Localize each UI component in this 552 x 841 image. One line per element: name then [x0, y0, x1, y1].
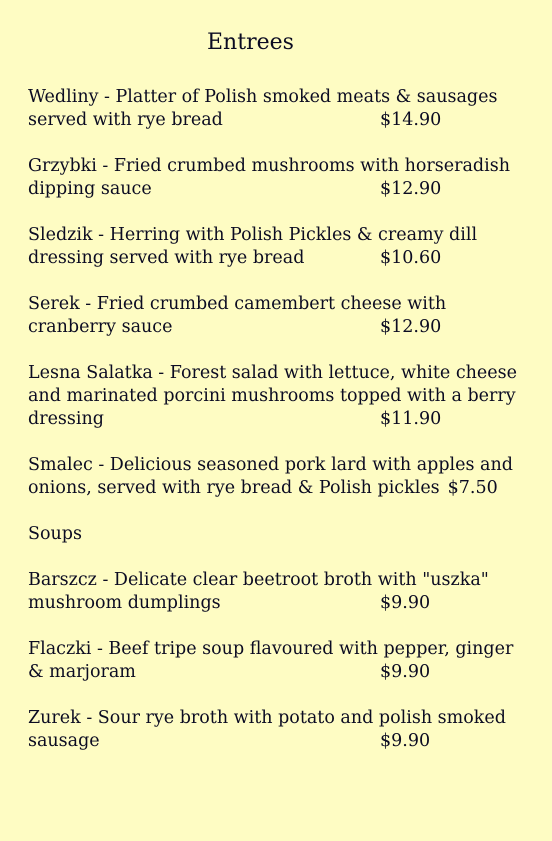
item-price-row — [28, 178, 543, 201]
item-price: $10.60 — [380, 248, 442, 268]
menu-item-smalec — [28, 454, 543, 500]
item-price-row — [28, 730, 543, 753]
item-description-line: dressing served with rye bread — [28, 248, 305, 268]
item-description-line: onions, served with rye bread & Polish pickles — [28, 478, 440, 498]
menu-item-flaczki — [28, 638, 543, 684]
item-description-line: Serek - Fried crumbed camembert cheese with — [28, 294, 447, 314]
menu-item-zurek — [28, 707, 543, 753]
item-price: $9.90 — [380, 731, 431, 751]
item-price: $9.90 — [380, 662, 431, 682]
item-description-line: Sledzik - Herring with Polish Pickles & creamy dill — [28, 225, 478, 245]
item-description-line: Wedliny - Platter of Polish smoked meats & sausages — [28, 87, 498, 107]
item-price-row — [28, 109, 543, 132]
item-description-line: served with rye bread — [28, 110, 223, 130]
item-price: $7.50 — [447, 478, 498, 498]
item-price-row — [28, 247, 543, 270]
menu-item-serek — [28, 293, 543, 339]
item-price-row — [28, 316, 543, 339]
menu-item-lesna-salatka — [28, 362, 543, 431]
item-price: $11.90 — [380, 409, 442, 429]
item-description-line: Smalec - Delicious seasoned pork lard with apples and — [28, 455, 513, 475]
menu-item-grzybki — [28, 155, 543, 201]
item-price: $12.90 — [380, 179, 442, 199]
menu-item-barszcz — [28, 569, 543, 615]
menu-item-sledzik — [28, 224, 543, 270]
item-description-line: Lesna Salatka - Forest salad with lettuce, white cheese — [28, 363, 517, 383]
item-description-line: cranberry sauce — [28, 317, 173, 337]
item-price: $14.90 — [380, 110, 442, 130]
item-description-line: Grzybki - Fried crumbed mushrooms with horseradish — [28, 156, 510, 176]
item-price: $9.90 — [380, 593, 431, 613]
item-description-line: sausage — [28, 731, 100, 751]
item-price-row — [28, 592, 543, 615]
soups-heading: Soups — [28, 524, 82, 544]
page-title: Entrees — [207, 30, 294, 55]
item-description-line: dipping sauce — [28, 179, 152, 199]
item-price-row — [28, 477, 543, 500]
item-description-line: Flaczki - Beef tripe soup flavoured with pepper, ginger — [28, 639, 514, 659]
item-price: $12.90 — [380, 317, 442, 337]
menu-list — [28, 86, 543, 776]
item-description-line: Barszcz - Delicate clear beetroot broth with "uszka" — [28, 570, 489, 590]
item-price-row — [28, 661, 543, 684]
item-description-line: mushroom dumplings — [28, 593, 221, 613]
item-description-line: and marinated porcini mushrooms topped with a berry — [28, 386, 516, 406]
menu-item-wedliny — [28, 86, 543, 132]
item-price-row — [28, 408, 543, 431]
item-description-line: Zurek - Sour rye broth with potato and polish smoked — [28, 708, 506, 728]
item-description-line: dressing — [28, 409, 104, 429]
item-description-line: & marjoram — [28, 662, 136, 682]
